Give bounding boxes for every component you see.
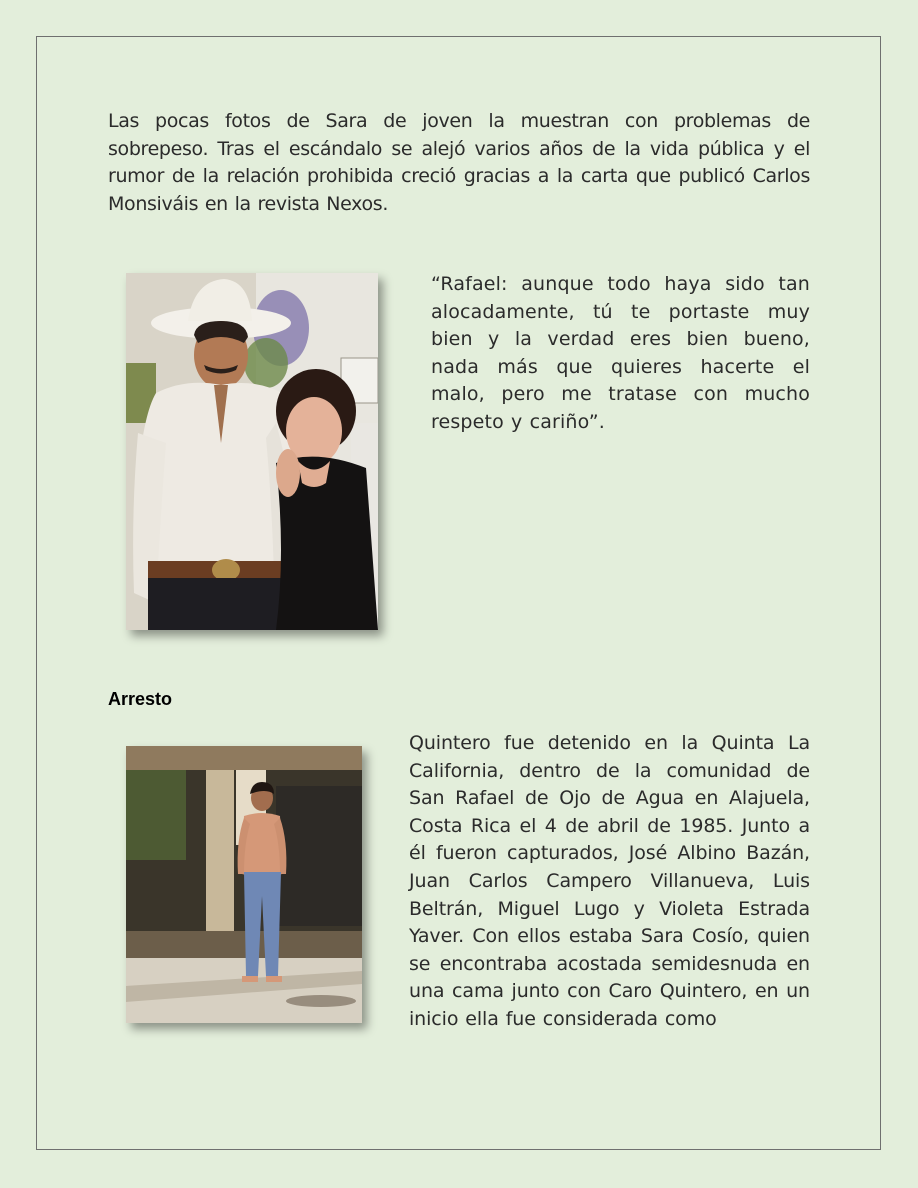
- intro-paragraph: Las pocas fotos de Sara de joven la muestran con problemas de sobrepeso. Tras el escándalo se alejó varios años de la vida pública y el rumor de la relación prohibida creció gracias a la carta que publicó Carlos Monsiváis en la revista Nexos.: [108, 110, 810, 215]
- arrest-paragraph: Quintero fue detenido en la Quinta La California, dentro de la comunidad de San Rafael de Ojo de Agua en Alajuela, Costa Rica el 4 de abril de 1985. Junto a él fueron capturados, José Albino Bazán, Juan Carlos Campero Villanueva, Luis Beltrán, Miguel Lugo y Violeta Estrada Yaver. Con ellos estaba Sara Cosío, quien se encontraba acostada semidesnuda en una cama junto con Caro Quintero, en un inicio ella fue considerada como: [409, 732, 810, 1030]
- quote-paragraph: “Rafael: aunque todo haya sido tan alocadamente, tú te portaste muy bien y la verdad eres bien bueno, nada más que quieres hacerte el malo, pero me tratase con mucho respeto y cariño”.: [431, 273, 810, 433]
- section-heading: Arresto: [108, 689, 173, 709]
- couple-photo: [126, 273, 378, 630]
- arrest-photo: [126, 746, 362, 1023]
